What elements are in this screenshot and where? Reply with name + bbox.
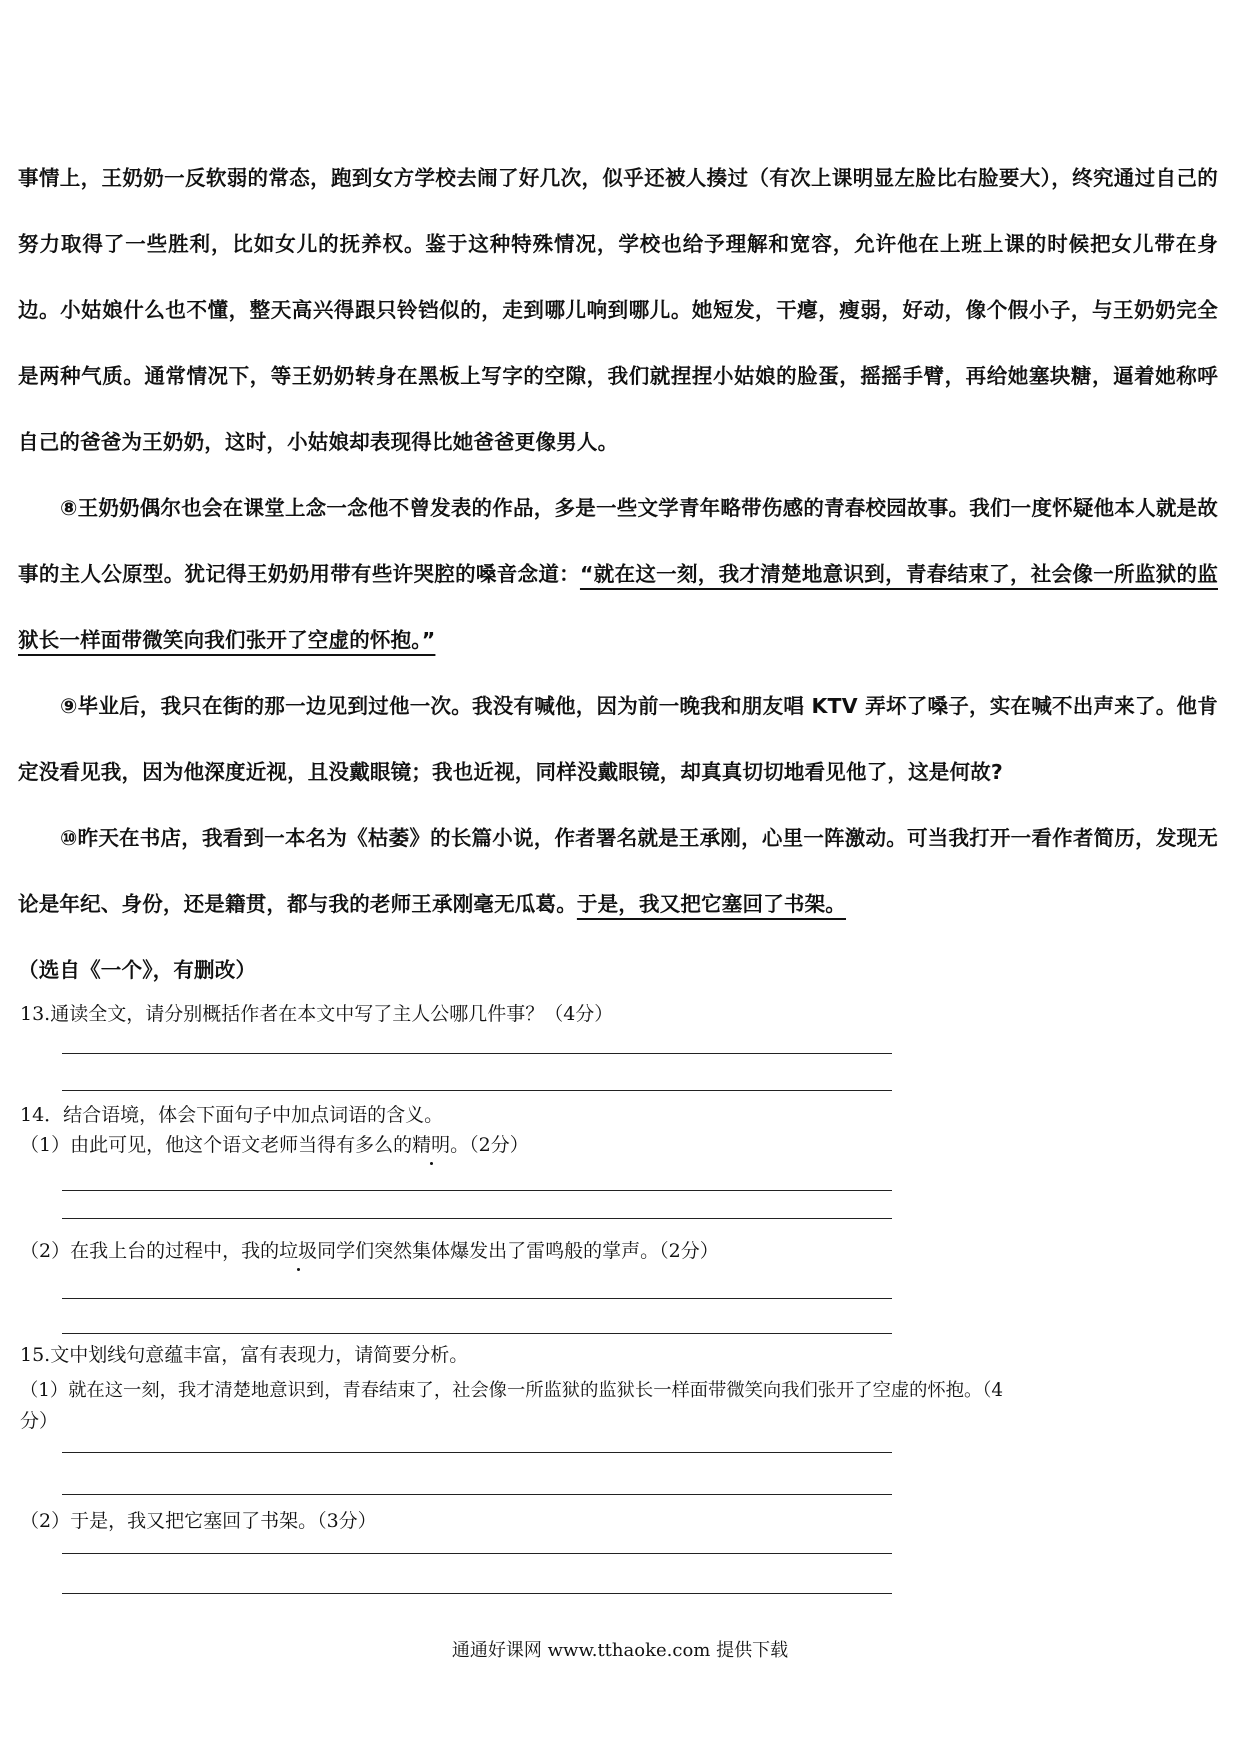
answer-line[interactable] [62,1053,892,1054]
paragraph-9: ⑨毕业后，我只在街的那一边见到过他一次。我没有喊他，因为前一晚我和朋友唱 KTV 弄坏了嗓子，实在喊不出声来了。他肯定没看见我，因为他深度近视，且没戴眼镜；我也近视，同样没戴眼镜，却真真切切地看见他了，这是何故? [18,694,1218,784]
dotted-word-2: 垃圾 [279,1236,317,1263]
question-15-1: （1）就在这一刻，我才清楚地意识到，青春结束了，社会像一所监狱的监狱长一样面带微笑向我们张开了空虚的怀抱。（4 [20,1380,1004,1401]
question-14-1-text: （1）由此可见，他这个语文老师当得有多么的 [20,1134,413,1156]
paragraph-8-text: ⑧王奶奶偶尔也会在课堂上念一念他不曾发表的作品，多是一些文学青年略带伤感的青春校园故事。我们一度怀疑他本人就是故事的主人公原型。犹记得王奶奶用带有些许哭腔的嗓音念道： [18,496,1218,586]
paragraph-10 [18,805,1218,937]
question-15: 15.文中划线句意蕴丰富，富有表现力，请简要分析。 [20,1344,469,1366]
question-14-2 [20,1236,719,1263]
question-13: 13.通读全文，请分别概括作者在本文中写了主人公哪几件事？（4分） [20,1003,614,1025]
answer-line[interactable] [62,1333,892,1334]
paragraph-7-continued: 事情上，王奶奶一反软弱的常态，跑到女方学校去闹了好几次，似乎还被人揍过（有次上课明显左脸比右脸要大），终究通过自己的努力取得了一些胜利，比如女儿的抚养权。鉴于这种特殊情况，学校也给予理解和宽容，允许他在上班上课的时候把女儿带在身边。小姑娘什么也不懂，整天高兴得跟只铃铛似的，走到哪儿响到哪儿。她短发，干瘪，瘦弱，好动，像个假小子，与王奶奶完全是两种气质。通常情况下，等王奶奶转身在黑板上写字的空隙，我们就捏捏小姑娘的脸蛋，摇摇手臂，再给她塞块糖，逼着她称呼自己的爸爸为王奶奶，这时，小姑娘却表现得比她爸爸更像男人。 [18,166,1218,454]
underlined-sentence-2: 于是，我又把它塞回了书架。 [576,892,847,916]
paragraph-8 [18,475,1218,673]
question-15-1-points: 分） [20,1410,59,1432]
question-15-2: （2）于是，我又把它塞回了书架。（3分） [20,1510,377,1532]
underlined-sentence-1: “就在这一刻，我才清楚地意识到，青春结束了，社会像一所监狱的监狱长一样面带微笑向我们张开了空虚的怀抱。” [18,562,1219,652]
question-14: 14．结合语境，体会下面句子中加点词语的含义。 [20,1104,444,1126]
answer-line[interactable] [62,1298,892,1299]
question-14-2-points: 同学们突然集体爆发出了雷鸣般的掌声。（2分） [317,1240,719,1262]
dotted-word-1: 精明 [412,1130,450,1157]
reading-passage [18,145,1218,1003]
answer-line[interactable] [62,1593,892,1594]
question-14-2-text: （2）在我上台的过程中，我的 [20,1240,280,1262]
question-14-1-points: 。（2分） [450,1134,529,1156]
question-14-1 [20,1130,529,1157]
answer-line[interactable] [62,1494,892,1495]
answer-line[interactable] [62,1553,892,1554]
answer-line[interactable] [62,1090,892,1091]
answer-line[interactable] [62,1452,892,1453]
page-footer: 通通好课网 www.tthaoke.com 提供下载 [451,1640,789,1661]
answer-line[interactable] [62,1218,892,1219]
passage-source: （选自《一个》，有删改） [18,958,257,982]
paragraph-10-text: ⑩昨天在书店，我看到一本名为《枯萎》的长篇小说，作者署名就是王承刚，心里一阵激动。可当我打开一看作者简历，发现无论是年纪、身份，还是籍贯，都与我的老师王承刚毫无瓜葛。 [18,826,1218,916]
answer-line[interactable] [62,1190,892,1191]
